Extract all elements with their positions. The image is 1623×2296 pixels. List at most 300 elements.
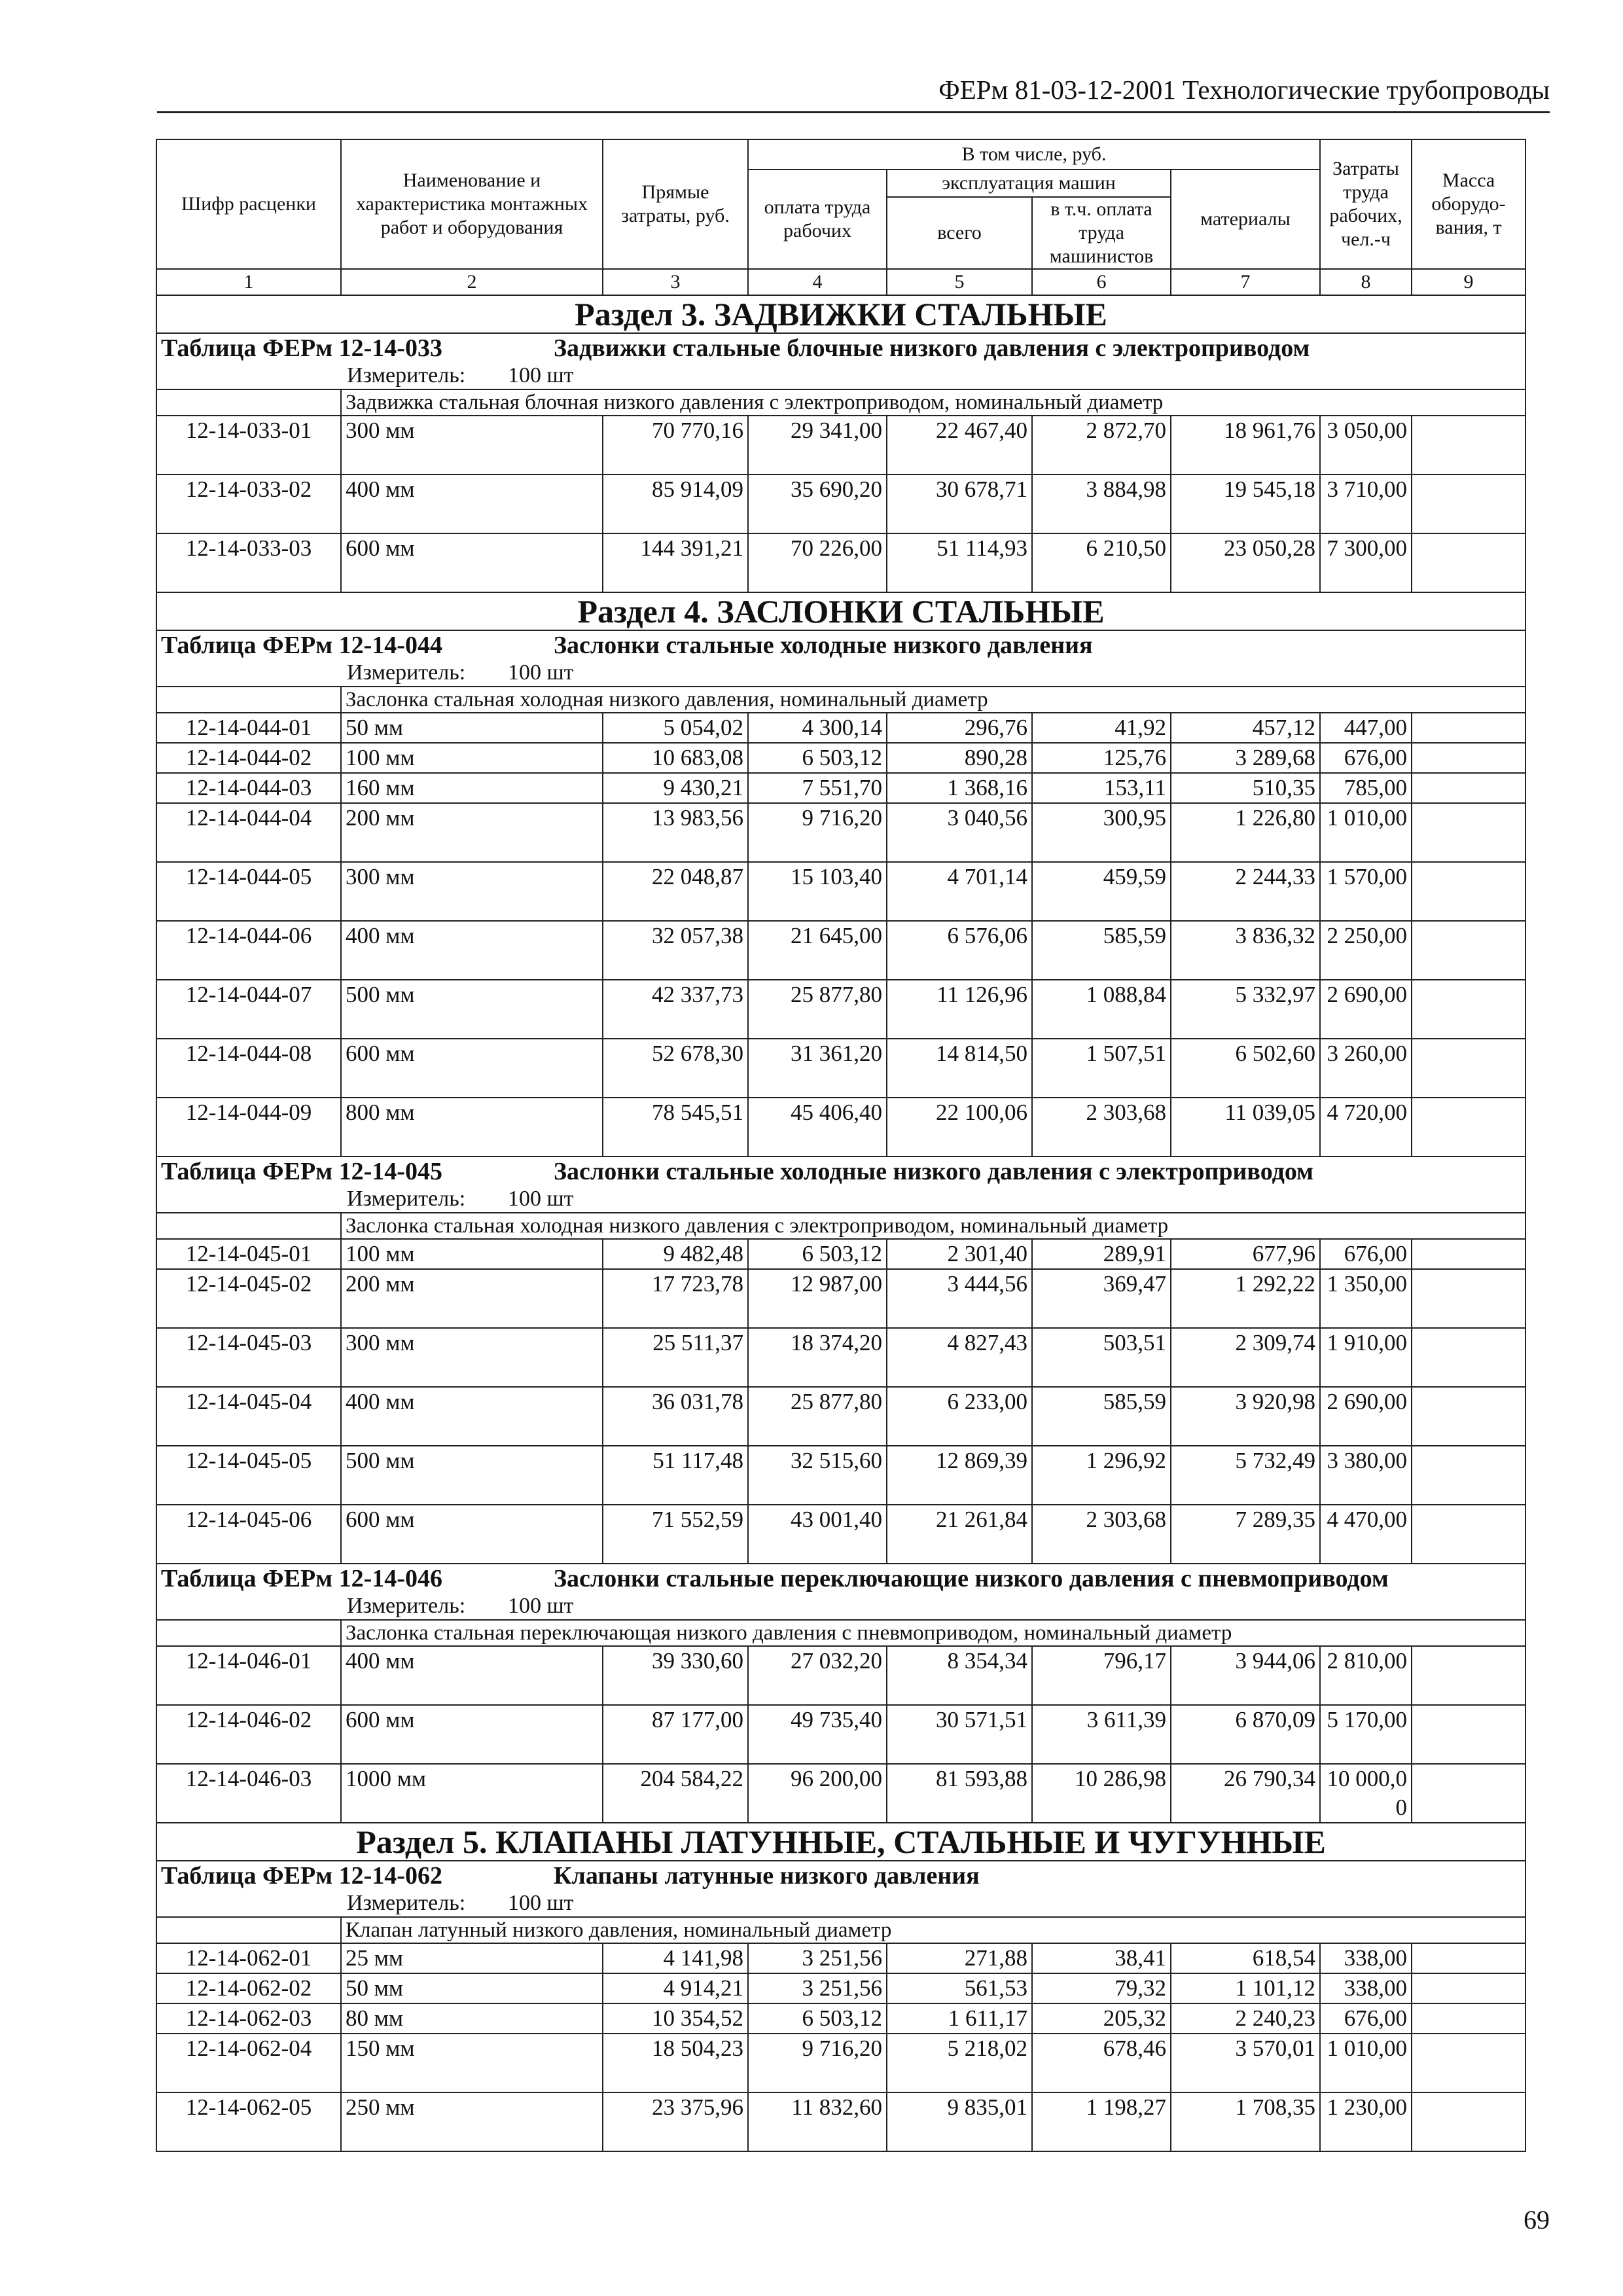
equipment-mass — [1412, 1269, 1525, 1328]
description: Заслонка стальная переключающая низкого давления с пневмоприводом, номинальный диаметр — [341, 1620, 1525, 1646]
labor-hours: 1 010,00 — [1320, 803, 1412, 862]
item-name: 500 мм — [341, 980, 603, 1039]
machines-operators: 125,76 — [1032, 743, 1171, 773]
equipment-mass — [1412, 1328, 1525, 1387]
direct-cost: 51 117,48 — [603, 1446, 748, 1505]
machines-operators: 369,47 — [1032, 1269, 1171, 1328]
table-code: Таблица ФЕРм 12-14-033 — [161, 334, 442, 362]
equipment-mass — [1412, 980, 1525, 1039]
labor-pay: 35 690,20 — [748, 475, 887, 533]
table-row — [156, 2092, 1525, 2151]
table-row — [156, 1764, 1525, 1823]
item-name: 50 мм — [341, 713, 603, 743]
labor-pay: 31 361,20 — [748, 1039, 887, 1098]
rates-table — [156, 139, 1526, 2152]
header-machines-total: всего — [887, 197, 1032, 269]
blank-cell — [156, 687, 341, 713]
table-row — [156, 1387, 1525, 1446]
table-row — [156, 773, 1525, 803]
table-body — [156, 295, 1525, 2151]
table-title: Заслонки стальные холодные низкого давления — [554, 632, 1093, 659]
labor-pay: 9 716,20 — [748, 2034, 887, 2092]
machines-total: 11 126,96 — [887, 980, 1032, 1039]
direct-cost: 9 430,21 — [603, 773, 748, 803]
machines-total: 14 814,50 — [887, 1039, 1032, 1098]
equipment-mass — [1412, 921, 1525, 980]
unit-cell — [156, 363, 1525, 389]
direct-cost: 17 723,78 — [603, 1269, 748, 1328]
machines-total: 51 114,93 — [887, 533, 1032, 592]
rate-code: 12-14-044-05 — [156, 862, 341, 921]
rate-code: 12-14-045-05 — [156, 1446, 341, 1505]
labor-pay: 70 226,00 — [748, 533, 887, 592]
machines-total: 1 611,17 — [887, 2003, 1032, 2034]
machines-total: 5 218,02 — [887, 2034, 1032, 2092]
description: Задвижка стальная блочная низкого давления с электроприводом, номинальный диаметр — [341, 389, 1525, 416]
unit-label: Измеритель: — [347, 363, 466, 387]
materials: 5 332,97 — [1171, 980, 1320, 1039]
unit-label: Измеритель: — [347, 1594, 466, 1618]
machines-total: 561,53 — [887, 1973, 1032, 2003]
item-name: 200 мм — [341, 1269, 603, 1328]
machines-total: 3 444,56 — [887, 1269, 1032, 1328]
labor-hours: 447,00 — [1320, 713, 1412, 743]
table-row — [156, 1943, 1525, 1973]
table-row — [156, 1239, 1525, 1269]
labor-hours: 785,00 — [1320, 773, 1412, 803]
table-row — [156, 1505, 1525, 1564]
materials: 3 570,01 — [1171, 2034, 1320, 2092]
materials: 7 289,35 — [1171, 1505, 1320, 1564]
item-name: 400 мм — [341, 475, 603, 533]
labor-pay: 27 032,20 — [748, 1646, 887, 1705]
rate-code: 12-14-045-04 — [156, 1387, 341, 1446]
machines-total: 22 467,40 — [887, 416, 1032, 475]
item-name: 800 мм — [341, 1098, 603, 1157]
rate-code: 12-14-044-06 — [156, 921, 341, 980]
machines-operators: 585,59 — [1032, 921, 1171, 980]
table-row — [156, 743, 1525, 773]
machines-operators: 10 286,98 — [1032, 1764, 1171, 1823]
machines-operators: 38,41 — [1032, 1943, 1171, 1973]
direct-cost: 70 770,16 — [603, 416, 748, 475]
labor-pay: 6 503,12 — [748, 743, 887, 773]
table-row — [156, 475, 1525, 533]
labor-pay: 9 716,20 — [748, 803, 887, 862]
table-title: Заслонки стальные переключающие низкого давления с пневмоприводом — [554, 1565, 1389, 1592]
description-row — [156, 389, 1525, 416]
rate-code: 12-14-045-01 — [156, 1239, 341, 1269]
blank-cell — [156, 1620, 341, 1646]
machines-operators: 1 088,84 — [1032, 980, 1171, 1039]
equipment-mass — [1412, 1446, 1525, 1505]
unit-row — [156, 1593, 1525, 1620]
materials: 1 292,22 — [1171, 1269, 1320, 1328]
rate-code: 12-14-045-03 — [156, 1328, 341, 1387]
unit-cell — [156, 1186, 1525, 1213]
equipment-mass — [1412, 773, 1525, 803]
table-code: Таблица ФЕРм 12-14-046 — [161, 1565, 442, 1592]
table-row — [156, 1705, 1525, 1764]
col-number: 3 — [603, 269, 748, 295]
labor-hours: 1 230,00 — [1320, 2092, 1412, 2151]
rate-code: 12-14-046-01 — [156, 1646, 341, 1705]
materials: 618,54 — [1171, 1943, 1320, 1973]
labor-hours: 338,00 — [1320, 1973, 1412, 2003]
materials: 18 961,76 — [1171, 416, 1320, 475]
machines-operators: 3 884,98 — [1032, 475, 1171, 533]
unit-value: 100 шт — [508, 363, 574, 387]
item-name: 1000 мм — [341, 1764, 603, 1823]
table-row — [156, 1098, 1525, 1157]
item-name: 150 мм — [341, 2034, 603, 2092]
labor-pay: 7 551,70 — [748, 773, 887, 803]
machines-total: 8 354,34 — [887, 1646, 1032, 1705]
header-name: Наименование и характеристика монтажных работ и оборудования — [341, 139, 603, 269]
unit-value: 100 шт — [508, 1891, 574, 1915]
equipment-mass — [1412, 1098, 1525, 1157]
materials: 11 039,05 — [1171, 1098, 1320, 1157]
rate-code: 12-14-033-02 — [156, 475, 341, 533]
direct-cost: 4 141,98 — [603, 1943, 748, 1973]
table-title-cell — [156, 333, 1525, 363]
labor-hours: 338,00 — [1320, 1943, 1412, 1973]
item-name: 250 мм — [341, 2092, 603, 2151]
equipment-mass — [1412, 2092, 1525, 2151]
labor-pay: 4 300,14 — [748, 713, 887, 743]
labor-pay: 15 103,40 — [748, 862, 887, 921]
table-row — [156, 2003, 1525, 2034]
machines-total: 6 576,06 — [887, 921, 1032, 980]
table-title-row — [156, 333, 1525, 363]
machines-operators: 41,92 — [1032, 713, 1171, 743]
table-row — [156, 803, 1525, 862]
item-name: 200 мм — [341, 803, 603, 862]
materials: 1 226,80 — [1171, 803, 1320, 862]
labor-hours: 2 810,00 — [1320, 1646, 1412, 1705]
table-title-cell — [156, 630, 1525, 660]
unit-label: Измеритель: — [347, 1891, 466, 1915]
machines-total: 890,28 — [887, 743, 1032, 773]
item-name: 300 мм — [341, 416, 603, 475]
equipment-mass — [1412, 2003, 1525, 2034]
rate-code: 12-14-045-02 — [156, 1269, 341, 1328]
header-labor-hours: Затраты труда рабочих, чел.-ч — [1320, 139, 1412, 269]
labor-hours: 2 690,00 — [1320, 980, 1412, 1039]
blank-cell — [156, 1213, 341, 1239]
direct-cost: 52 678,30 — [603, 1039, 748, 1098]
labor-pay: 49 735,40 — [748, 1705, 887, 1764]
materials: 19 545,18 — [1171, 475, 1320, 533]
equipment-mass — [1412, 713, 1525, 743]
table-row — [156, 921, 1525, 980]
table-row — [156, 533, 1525, 592]
machines-total: 12 869,39 — [887, 1446, 1032, 1505]
machines-operators: 1 296,92 — [1032, 1446, 1171, 1505]
item-name: 400 мм — [341, 921, 603, 980]
direct-cost: 25 511,37 — [603, 1328, 748, 1387]
equipment-mass — [1412, 803, 1525, 862]
rate-code: 12-14-062-01 — [156, 1943, 341, 1973]
labor-pay: 25 877,80 — [748, 980, 887, 1039]
col-number: 8 — [1320, 269, 1412, 295]
table-title-cell — [156, 1861, 1525, 1890]
rate-code: 12-14-044-03 — [156, 773, 341, 803]
labor-hours: 676,00 — [1320, 743, 1412, 773]
materials: 3 920,98 — [1171, 1387, 1320, 1446]
equipment-mass — [1412, 475, 1525, 533]
description: Заслонка стальная холодная низкого давления с электроприводом, номинальный диаметр — [341, 1213, 1525, 1239]
labor-hours: 676,00 — [1320, 1239, 1412, 1269]
table-code: Таблица ФЕРм 12-14-062 — [161, 1862, 442, 1890]
direct-cost: 10 354,52 — [603, 2003, 748, 2034]
rate-code: 12-14-044-02 — [156, 743, 341, 773]
labor-pay: 21 645,00 — [748, 921, 887, 980]
machines-total: 4 827,43 — [887, 1328, 1032, 1387]
direct-cost: 36 031,78 — [603, 1387, 748, 1446]
equipment-mass — [1412, 862, 1525, 921]
table-header — [156, 139, 1525, 295]
unit-row — [156, 1186, 1525, 1213]
machines-total: 21 261,84 — [887, 1505, 1032, 1564]
table-row — [156, 1646, 1525, 1705]
equipment-mass — [1412, 1239, 1525, 1269]
table-code: Таблица ФЕРм 12-14-044 — [161, 632, 442, 659]
machines-operators: 585,59 — [1032, 1387, 1171, 1446]
direct-cost: 78 545,51 — [603, 1098, 748, 1157]
table-row — [156, 862, 1525, 921]
machines-operators: 6 210,50 — [1032, 533, 1171, 592]
direct-cost: 22 048,87 — [603, 862, 748, 921]
table-row — [156, 2034, 1525, 2092]
labor-hours: 4 470,00 — [1320, 1505, 1412, 1564]
labor-hours: 3 710,00 — [1320, 475, 1412, 533]
materials: 1 708,35 — [1171, 2092, 1320, 2151]
direct-cost: 144 391,21 — [603, 533, 748, 592]
labor-pay: 29 341,00 — [748, 416, 887, 475]
machines-operators: 205,32 — [1032, 2003, 1171, 2034]
description-row — [156, 687, 1525, 713]
machines-total: 1 368,16 — [887, 773, 1032, 803]
table-title-cell — [156, 1157, 1525, 1186]
table-row — [156, 1446, 1525, 1505]
col-number: 4 — [748, 269, 887, 295]
labor-pay: 32 515,60 — [748, 1446, 887, 1505]
section-title: Раздел 3. ЗАДВИЖКИ СТАЛЬНЫЕ — [156, 295, 1525, 333]
table-row — [156, 1269, 1525, 1328]
direct-cost: 9 482,48 — [603, 1239, 748, 1269]
equipment-mass — [1412, 1705, 1525, 1764]
description-row — [156, 1917, 1525, 1943]
materials: 3 289,68 — [1171, 743, 1320, 773]
header-mass: Масса оборудо-вания, т — [1412, 139, 1525, 269]
item-name: 80 мм — [341, 2003, 603, 2034]
machines-operators: 2 303,68 — [1032, 1098, 1171, 1157]
machines-total: 296,76 — [887, 713, 1032, 743]
blank-cell — [156, 1917, 341, 1943]
header-machines-operators: в т.ч. оплата труда машинистов — [1032, 197, 1171, 269]
table-row — [156, 1039, 1525, 1098]
section-title-row — [156, 295, 1525, 333]
direct-cost: 4 914,21 — [603, 1973, 748, 2003]
machines-operators: 153,11 — [1032, 773, 1171, 803]
labor-pay: 25 877,80 — [748, 1387, 887, 1446]
materials: 2 240,23 — [1171, 2003, 1320, 2034]
description-row — [156, 1213, 1525, 1239]
unit-row — [156, 1890, 1525, 1917]
materials: 2 244,33 — [1171, 862, 1320, 921]
labor-hours: 3 260,00 — [1320, 1039, 1412, 1098]
header-labor-pay: оплата труда рабочих — [748, 170, 887, 269]
table-title-cell — [156, 1564, 1525, 1593]
labor-hours: 5 170,00 — [1320, 1705, 1412, 1764]
rate-code: 12-14-044-09 — [156, 1098, 341, 1157]
materials: 510,35 — [1171, 773, 1320, 803]
equipment-mass — [1412, 743, 1525, 773]
rate-code: 12-14-045-06 — [156, 1505, 341, 1564]
table-title-row — [156, 1564, 1525, 1593]
rate-code: 12-14-062-05 — [156, 2092, 341, 2151]
labor-pay: 6 503,12 — [748, 1239, 887, 1269]
equipment-mass — [1412, 1387, 1525, 1446]
item-name: 50 мм — [341, 1973, 603, 2003]
materials: 1 101,12 — [1171, 1973, 1320, 2003]
table-title: Задвижки стальные блочные низкого давления с электроприводом — [554, 334, 1310, 362]
unit-label: Измеритель: — [347, 660, 466, 685]
machines-operators: 503,51 — [1032, 1328, 1171, 1387]
table-title-row — [156, 1157, 1525, 1186]
machines-operators: 2 303,68 — [1032, 1505, 1171, 1564]
unit-value: 100 шт — [508, 1594, 574, 1618]
equipment-mass — [1412, 1646, 1525, 1705]
column-numbers — [156, 269, 1525, 295]
equipment-mass — [1412, 1973, 1525, 2003]
item-name: 25 мм — [341, 1943, 603, 1973]
machines-total: 30 571,51 — [887, 1705, 1032, 1764]
direct-cost: 10 683,08 — [603, 743, 748, 773]
materials: 2 309,74 — [1171, 1328, 1320, 1387]
table-code: Таблица ФЕРм 12-14-045 — [161, 1158, 442, 1185]
labor-pay: 18 374,20 — [748, 1328, 887, 1387]
item-name: 600 мм — [341, 533, 603, 592]
item-name: 600 мм — [341, 1505, 603, 1564]
machines-total: 6 233,00 — [887, 1387, 1032, 1446]
machines-total: 22 100,06 — [887, 1098, 1032, 1157]
section-title: Раздел 5. КЛАПАНЫ ЛАТУННЫЕ, СТАЛЬНЫЕ И ЧУГУННЫЕ — [156, 1823, 1525, 1861]
col-number: 6 — [1032, 269, 1171, 295]
rate-code: 12-14-044-08 — [156, 1039, 341, 1098]
rate-code: 12-14-046-02 — [156, 1705, 341, 1764]
col-number: 2 — [341, 269, 603, 295]
item-name: 300 мм — [341, 1328, 603, 1387]
materials: 457,12 — [1171, 713, 1320, 743]
direct-cost: 204 584,22 — [603, 1764, 748, 1823]
item-name: 100 мм — [341, 1239, 603, 1269]
direct-cost: 42 337,73 — [603, 980, 748, 1039]
unit-cell — [156, 1890, 1525, 1917]
labor-hours: 1 010,00 — [1320, 2034, 1412, 2092]
materials: 3 836,32 — [1171, 921, 1320, 980]
direct-cost: 18 504,23 — [603, 2034, 748, 2092]
equipment-mass — [1412, 1764, 1525, 1823]
labor-hours: 3 380,00 — [1320, 1446, 1412, 1505]
header-materials: материалы — [1171, 170, 1320, 269]
labor-pay: 6 503,12 — [748, 2003, 887, 2034]
table-row — [156, 713, 1525, 743]
description-row — [156, 1620, 1525, 1646]
labor-pay: 96 200,00 — [748, 1764, 887, 1823]
unit-label: Измеритель: — [347, 1187, 466, 1211]
item-name: 400 мм — [341, 1646, 603, 1705]
unit-row — [156, 363, 1525, 389]
labor-hours: 1 910,00 — [1320, 1328, 1412, 1387]
rate-code: 12-14-044-07 — [156, 980, 341, 1039]
table-row — [156, 1973, 1525, 2003]
table-title-row — [156, 630, 1525, 660]
machines-total: 30 678,71 — [887, 475, 1032, 533]
machines-operators: 79,32 — [1032, 1973, 1171, 2003]
equipment-mass — [1412, 1943, 1525, 1973]
section-title-row — [156, 592, 1525, 630]
unit-cell — [156, 1593, 1525, 1620]
labor-pay: 43 001,40 — [748, 1505, 887, 1564]
labor-hours: 2 690,00 — [1320, 1387, 1412, 1446]
rate-code: 12-14-044-04 — [156, 803, 341, 862]
rate-code: 12-14-062-04 — [156, 2034, 341, 2092]
direct-cost: 5 054,02 — [603, 713, 748, 743]
labor-pay: 3 251,56 — [748, 1973, 887, 2003]
labor-hours: 1 570,00 — [1320, 862, 1412, 921]
section-title: Раздел 4. ЗАСЛОНКИ СТАЛЬНЫЕ — [156, 592, 1525, 630]
machines-total: 3 040,56 — [887, 803, 1032, 862]
unit-value: 100 шт — [508, 660, 574, 685]
labor-pay: 11 832,60 — [748, 2092, 887, 2151]
item-name: 500 мм — [341, 1446, 603, 1505]
equipment-mass — [1412, 416, 1525, 475]
materials: 3 944,06 — [1171, 1646, 1320, 1705]
materials: 23 050,28 — [1171, 533, 1320, 592]
labor-pay: 3 251,56 — [748, 1943, 887, 1973]
machines-operators: 300,95 — [1032, 803, 1171, 862]
description: Заслонка стальная холодная низкого давления, номинальный диаметр — [341, 687, 1525, 713]
direct-cost: 39 330,60 — [603, 1646, 748, 1705]
machines-operators: 2 872,70 — [1032, 416, 1171, 475]
header-direct: Прямые затраты, руб. — [603, 139, 748, 269]
labor-hours: 676,00 — [1320, 2003, 1412, 2034]
rate-code: 12-14-062-02 — [156, 1973, 341, 2003]
col-number: 1 — [156, 269, 341, 295]
rate-code: 12-14-033-01 — [156, 416, 341, 475]
equipment-mass — [1412, 1039, 1525, 1098]
materials: 5 732,49 — [1171, 1446, 1320, 1505]
direct-cost: 85 914,09 — [603, 475, 748, 533]
header-incl: В том числе, руб. — [748, 139, 1320, 170]
machines-total: 81 593,88 — [887, 1764, 1032, 1823]
materials: 6 870,09 — [1171, 1705, 1320, 1764]
machines-operators: 1 198,27 — [1032, 2092, 1171, 2151]
table-title: Клапаны латунные низкого давления — [554, 1862, 980, 1890]
equipment-mass — [1412, 533, 1525, 592]
unit-cell — [156, 660, 1525, 687]
item-name: 600 мм — [341, 1705, 603, 1764]
description: Клапан латунный низкого давления, номинальный диаметр — [341, 1917, 1525, 1943]
col-number: 5 — [887, 269, 1032, 295]
item-name: 400 мм — [341, 1387, 603, 1446]
blank-cell — [156, 389, 341, 416]
direct-cost: 87 177,00 — [603, 1705, 748, 1764]
machines-total: 2 301,40 — [887, 1239, 1032, 1269]
labor-hours: 4 720,00 — [1320, 1098, 1412, 1157]
